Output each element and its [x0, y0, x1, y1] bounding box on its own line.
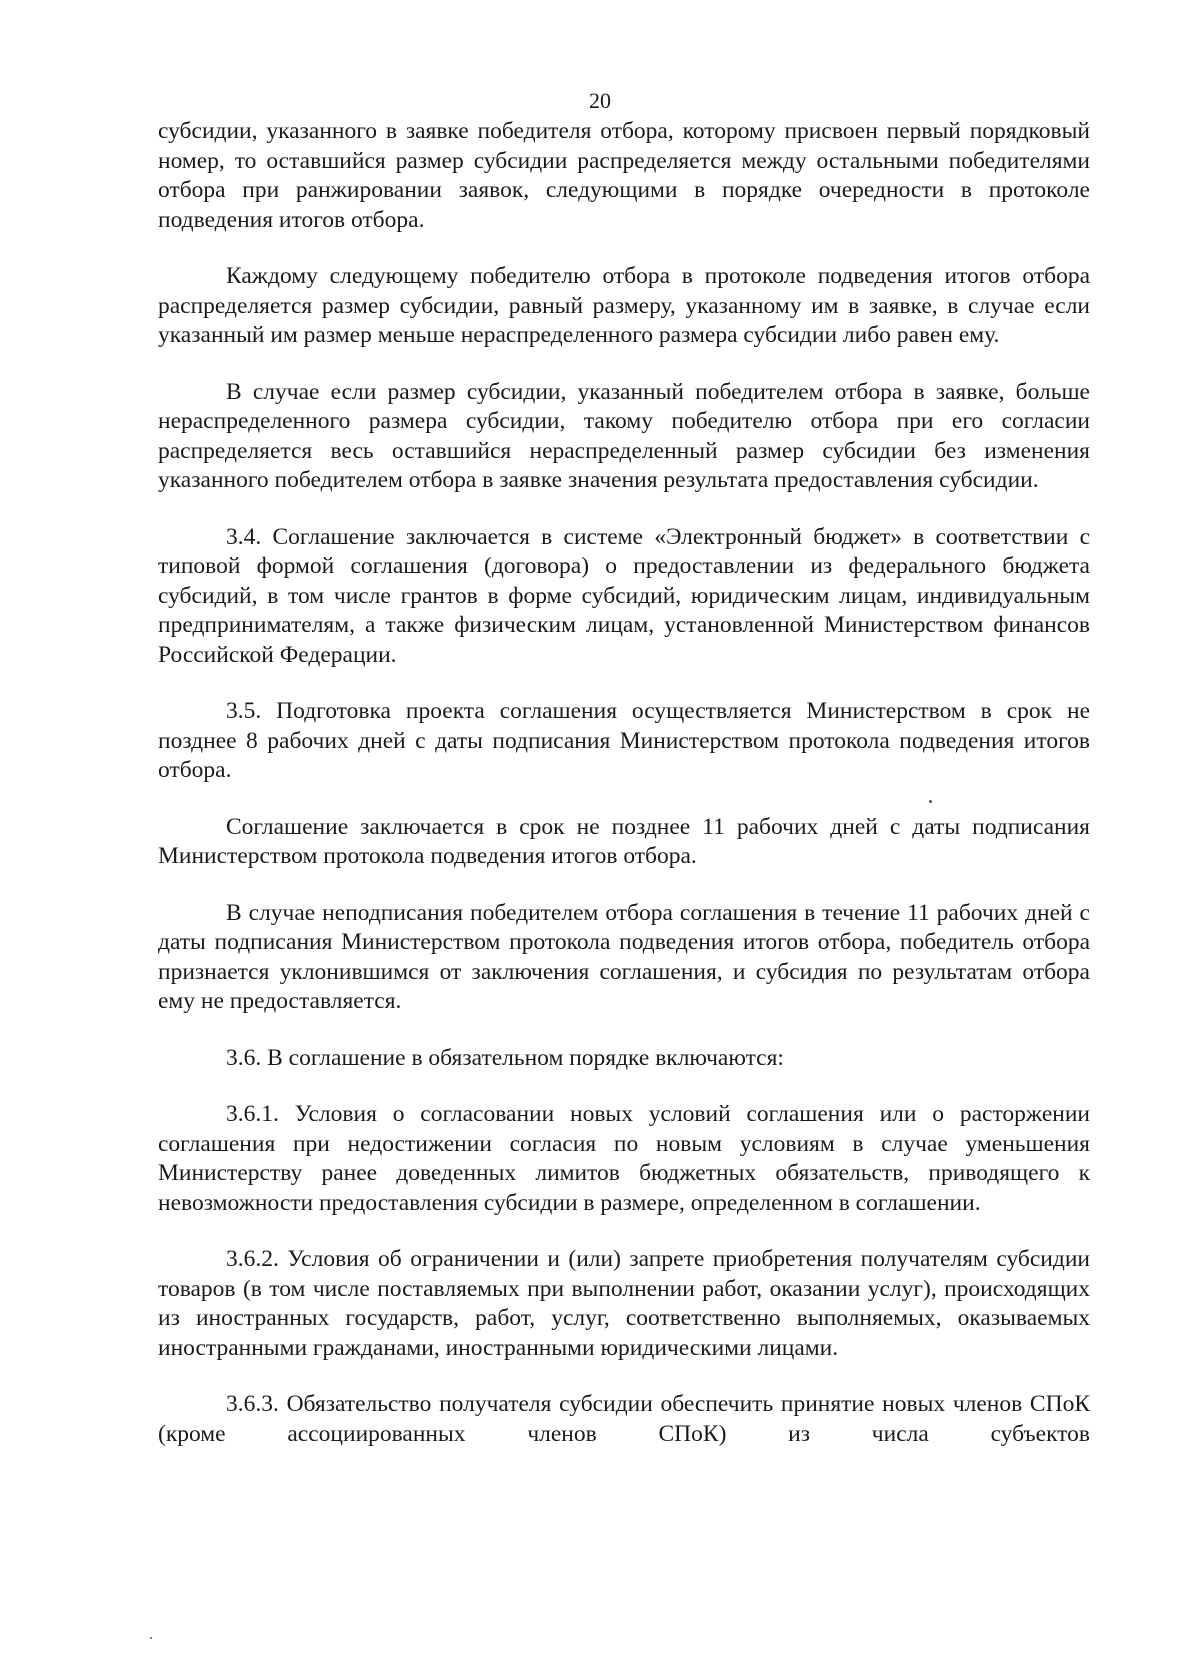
paragraph-non-signing: В случае неподписания победителем отбора соглашения в течение 11 рабочих дней с даты подписания Министерством протокола подведения итогов отбора, победитель отбора признается уклонившимся от заключения соглашения, и субсидия по результатам отбора ему не предоставляется.	[158, 899, 1090, 1014]
paragraph-3-6-3: 3.6.3. Обязательство получателя субсидии обеспечить принятие новых членов СПоК (кроме ассоциированных членов СПоК) из числа субъектов	[158, 1391, 1090, 1447]
paragraph-3-6-1: 3.6.1. Условия о согласовании новых условий соглашения или о расторжении соглашения при недостижении согласия по новым условиям в случае уменьшения Министерству ранее доведенных лимитов бюджетных обязательств, приводящего к невозможности предоставления субсидии в размере, определенном в соглашении.	[158, 1101, 1090, 1216]
document-body	[158, 117, 1090, 1449]
paragraph-3-6: 3.6. В соглашение в обязательном порядке включаются:	[226, 1044, 784, 1071]
paragraph-next-winner: Каждому следующему победителю отбора в протоколе подведения итогов отбора распределяется размер субсидии, равный размеру, указанному им в заявке, в случае если указанный им размер меньше нераспределенного размера субсидии либо равен ему.	[158, 263, 1090, 348]
scan-speck	[150, 1637, 152, 1639]
paragraph-agreement-term: Соглашение заключается в срок не позднее 11 рабочих дней с даты подписания Министерством протокола подведения итогов отбора.	[158, 813, 1090, 869]
paragraph-3-5: 3.5. Подготовка проекта соглашения осуществляется Министерством в срок не позднее 8 рабочих дней с даты подписания Министерством протокола подведения итогов отбора.	[158, 698, 1090, 783]
page-number: 20	[589, 88, 611, 113]
paragraph-3-4: 3.4. Соглашение заключается в системе «Электронный бюджет» в соответствии с типовой формой соглашения (договора) о предоставлении из федерального бюджета субсидий, в том числе грантов в форме субсидий, юридическим лицам, индивидуальным предпринимателям, а также физическим лицам, установленной Министерством финансов Российской Федерации.	[158, 523, 1090, 668]
paragraph-size-exceeds: В случае если размер субсидии, указанный победителем отбора в заявке, больше нераспределенного размера субсидии, такому победителю отбора при его согласии распределяется весь оставшийся нераспределенный размер субсидии без изменения указанного победителем отбора в заявке значения результата предоставления субсидии.	[158, 378, 1090, 493]
scan-speck	[929, 800, 932, 803]
paragraph-3-6-2: 3.6.2. Условия об ограничении и (или) запрете приобретения получателям субсидии товаров (в том числе поставляемых при выполнении работ, оказании услуг), происходящих из иностранных государств, работ, услуг, соответственно выполняемых, оказываемых иностранными гражданами, иностранными юридическими лицами.	[158, 1246, 1090, 1361]
paragraph-continuation: субсидии, указанного в заявке победителя отбора, которому присвоен первый порядковый номер, то оставшийся размер субсидии распределяется между остальными победителями отбора при ранжировании заявок, следующими в порядке очередности в протоколе подведения итогов отбора.	[158, 118, 1090, 233]
